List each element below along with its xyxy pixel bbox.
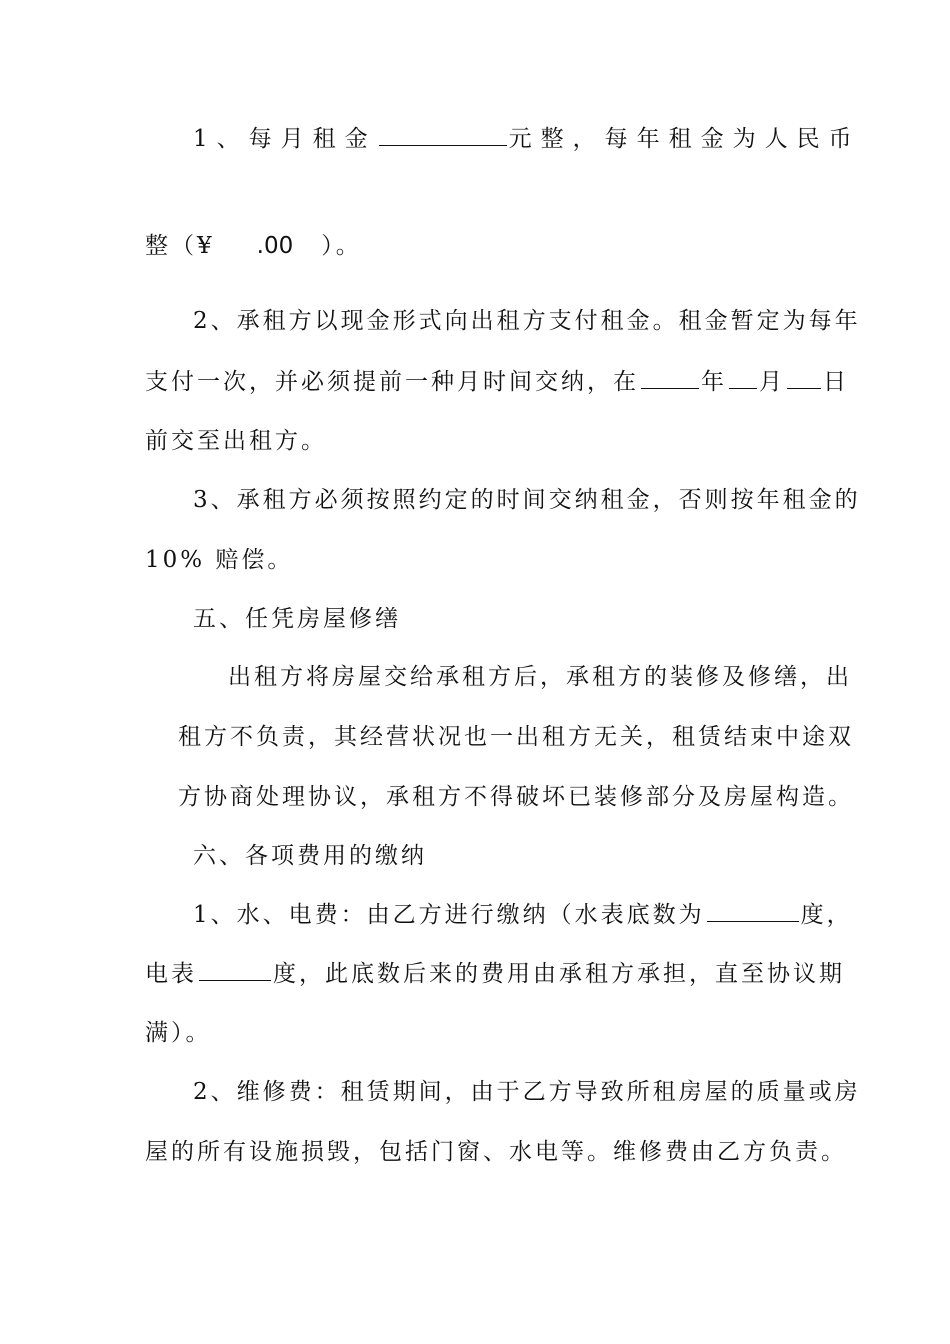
rent-item-3-line-2: 10% 赔偿。 xyxy=(145,547,294,573)
electric-meter-blank xyxy=(199,958,271,981)
rent-item-2-line-2 xyxy=(145,366,849,397)
section-6-heading: 六、各项费用的缴纳 xyxy=(193,843,427,869)
rent-item-1-line-1 xyxy=(193,123,861,154)
rent-item-3-line-1: 3、承租方必须按照约定的时间交纳租金，否则按年租金的 xyxy=(193,487,861,513)
rent-item-1-label: 1、每月租金 xyxy=(193,126,377,152)
section-5-line-2: 租方不负责，其经营状况也一出租方无关，租赁结束中途双 xyxy=(178,724,854,750)
rent-item-1-mid: 元整，每年租金为人民币 xyxy=(508,126,861,152)
month-label: 月 xyxy=(759,369,785,395)
rent-item-1-line-2 xyxy=(145,231,362,261)
rent-amount: .00 xyxy=(256,233,294,259)
fees-item-1-text: 1、水、电费：由乙方进行缴纳（水表底数为 xyxy=(193,902,705,928)
day-blank xyxy=(787,366,821,389)
rent-item-1-suffix: ）。 xyxy=(321,233,362,259)
fees-item-1-line-1 xyxy=(193,899,853,930)
rent-item-1-prefix: 整（¥ xyxy=(145,233,215,259)
year-blank xyxy=(641,366,699,389)
section-5-heading: 五、任凭房屋修缮 xyxy=(193,606,401,632)
section-5-line-3: 方协商处理协议，承租方不得破坏已装修部分及房屋构造。 xyxy=(178,784,854,810)
day-label: 日 xyxy=(823,369,849,395)
rent-item-2-line-1: 2、承租方以现金形式向出租方支付租金。租金暂定为每年 xyxy=(193,308,861,334)
fees-item-1-cont: 度，此底数后来的费用由承租方承担，直至协议期 xyxy=(273,961,845,987)
rent-item-2-text: 支付一次，并必须提前一种月时间交纳，在 xyxy=(145,369,639,395)
monthly-rent-blank xyxy=(379,123,507,146)
fees-item-2-line-2: 屋的所有设施损毁，包括门窗、水电等。维修费由乙方负责。 xyxy=(145,1139,847,1165)
water-meter-blank xyxy=(707,899,799,922)
month-blank xyxy=(729,366,757,389)
year-label: 年 xyxy=(701,369,727,395)
fees-item-2-line-1: 2、维修费：租赁期间，由于乙方导致所租房屋的质量或房 xyxy=(193,1079,861,1105)
water-unit: 度， xyxy=(800,902,853,928)
electric-meter-label: 电表 xyxy=(145,961,197,987)
fees-item-1-line-2 xyxy=(145,958,845,989)
section-5-line-1: 出租方将房屋交给承租方后，承租方的装修及修缮，出 xyxy=(228,664,852,690)
fees-item-1-line-3: 满）。 xyxy=(145,1020,212,1046)
rent-item-2-line-3: 前交至出租方。 xyxy=(145,428,327,454)
